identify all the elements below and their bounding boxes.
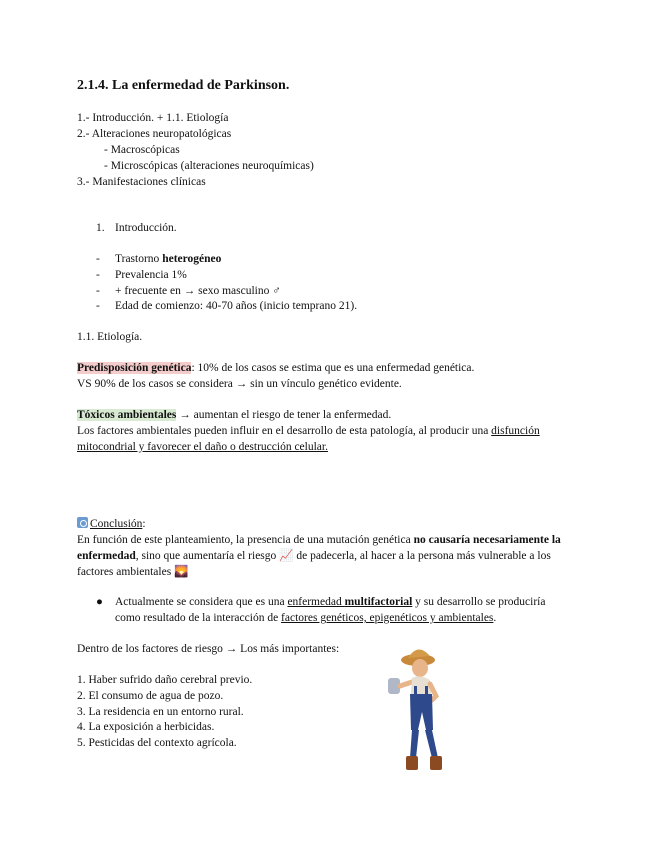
predisposicion-label: Predisposición genética	[77, 362, 192, 374]
toxicos-line-3: mitocondrial y favorecer el daño o destrucción celular.	[77, 441, 328, 453]
riesgo-item: 2. El consumo de agua de pozo.	[77, 690, 224, 702]
multifactorial-line-2: como resultado de la interacción de factores genéticos, epigenéticos y ambientales.	[115, 612, 497, 624]
search-icon	[77, 517, 88, 528]
intro-bullet-dash: -	[96, 269, 100, 281]
riesgo-item: 5. Pesticidas del contexto agrícola.	[77, 737, 237, 749]
toc-subitem-micro: - Microscópicas (alteraciones neuroquímicas)	[104, 160, 314, 172]
riesgo-intro: Dentro de los factores de riesgo → Los más importantes:	[77, 643, 340, 655]
toxicos-label: Tóxicos ambientales	[77, 409, 177, 421]
intro-bullet-dash: -	[96, 253, 100, 265]
predisposicion-line-2: VS 90% de los casos se considera → sin un vínculo genético evidente.	[77, 378, 402, 390]
intro-bullet-2: Prevalencia 1%	[115, 269, 187, 281]
conclusion-heading: Conclusión:	[77, 517, 146, 530]
page-title: 2.1.4. La enfermedad de Parkinson.	[77, 78, 290, 93]
toc-subitem-macro: - Macroscópicas	[104, 144, 180, 156]
toc-item-3: 3.- Manifestaciones clínicas	[77, 176, 206, 188]
intro-bullet-dash: -	[96, 300, 100, 312]
toc-item-1: 1.- Introducción. + 1.1. Etiología	[77, 112, 229, 124]
conclusion-paragraph: En función de este planteamiento, la presencia de una mutación genética no causaría necesariamente la enfermedad, sino que aumentaría el riesgo 📈 de padecerla, al hacer a la persona más vulnerable a los factores ambientales 🌄	[77, 534, 561, 578]
intro-bullet-1: Trastorno heterogéneo	[115, 253, 222, 265]
intro-bullet-3: + frecuente en → sexo masculino ♂	[115, 285, 281, 297]
riesgo-item: 3. La residencia en un entorno rural.	[77, 706, 244, 718]
riesgo-item: 1. Haber sufrido daño cerebral previo.	[77, 674, 253, 686]
intro-number: 1.	[96, 222, 105, 234]
toxicos-line: Tóxicos ambientales → aumentan el riesgo de tener la enfermedad.	[77, 409, 392, 421]
intro-bullet-dash: -	[96, 285, 100, 297]
intro-heading: Introducción.	[115, 222, 177, 234]
toc-item-2: 2.- Alteraciones neuropatológicas	[77, 128, 232, 140]
predisposicion-line: Predisposición genética: 10% de los casos se estima que es una enfermedad genética.	[77, 362, 475, 374]
bullet-dot: ●	[96, 596, 103, 608]
toxicos-line-2: Los factores ambientales pueden influir en el desarrollo de esta patología, al producir una disfunción	[77, 425, 540, 437]
riesgo-item: 4. La exposición a herbicidas.	[77, 721, 215, 733]
intro-bullet-4: Edad de comienzo: 40-70 años (inicio temprano 21).	[115, 300, 358, 312]
etiologia-heading: 1.1. Etiología.	[77, 331, 143, 343]
farmer-illustration	[378, 640, 448, 776]
multifactorial-line: Actualmente se considera que es una enfermedad multifactorial y su desarrollo se produciría	[115, 596, 546, 608]
